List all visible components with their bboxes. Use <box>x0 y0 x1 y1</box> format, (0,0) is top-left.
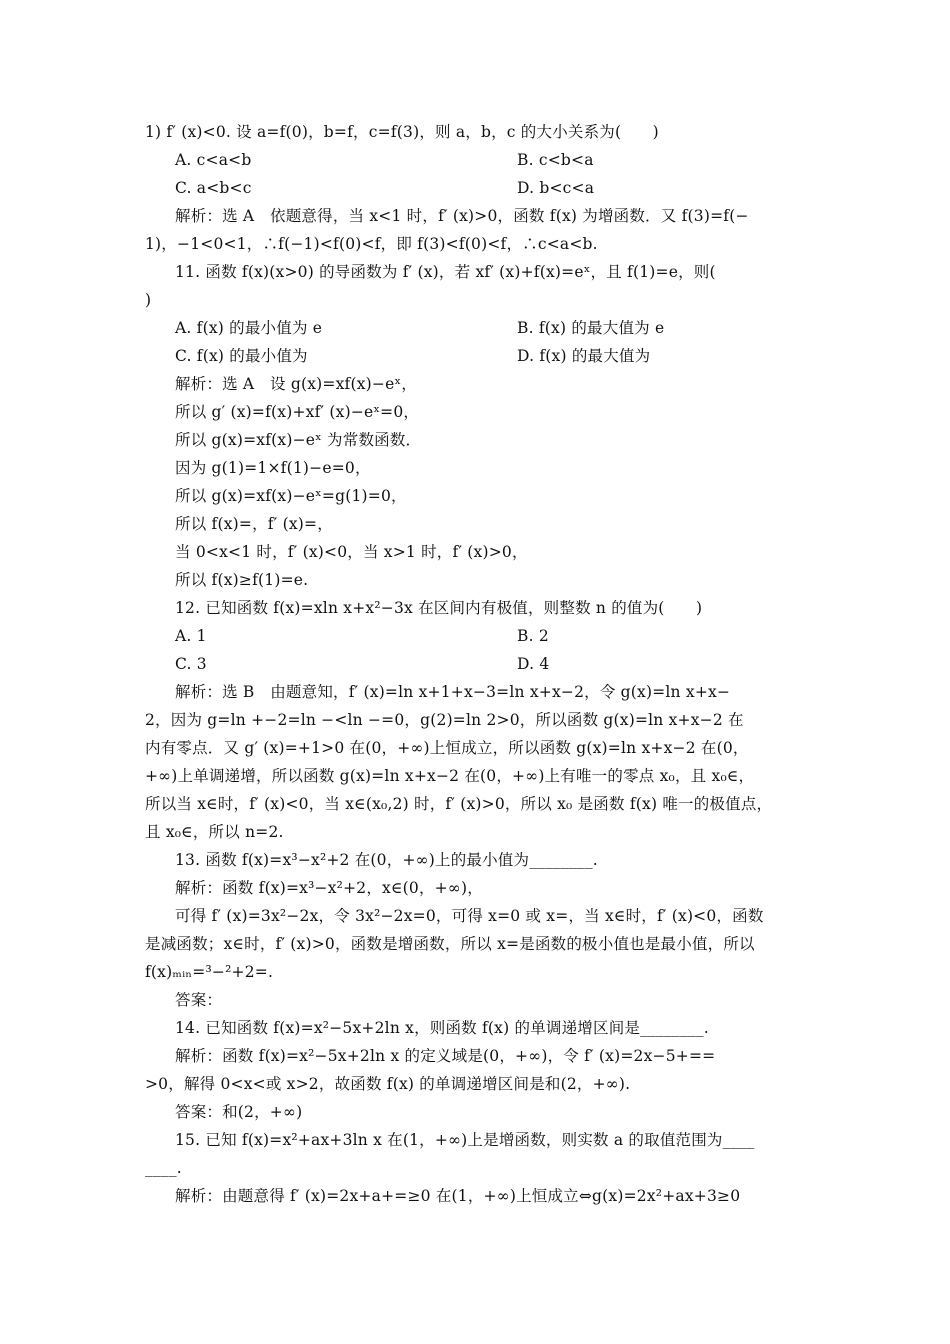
text-line: B. f(x) 的最大值为 e <box>517 319 665 337</box>
text-line: ____. <box>145 1159 182 1177</box>
text-line: 11. 函数 f(x)(x>0) 的导函数为 f′ (x)，若 xf′ (x)+f(x)=eˣ，且 f(1)=e，则( <box>175 263 716 281</box>
text-line: A. 1 <box>175 627 207 645</box>
text-line: 所以当 x∈时，f′ (x)<0，当 x∈(x₀,2) 时，f′ (x)>0，所以 x₀ 是函数 f(x) 唯一的极值点， <box>145 795 773 813</box>
text-line: >0，解得 0<x<或 x>2，故函数 f(x) 的单调递增区间是和(2，+∞). <box>145 1075 631 1093</box>
text-line: 答案：和(2，+∞) <box>175 1103 303 1121</box>
text-line: 1)，−1<0<1，∴f(−1)<f(0)<f，即 f(3)<f(0)<f，∴c<a<b. <box>145 235 598 253</box>
text-line: D. b<c<a <box>517 179 595 197</box>
text-line: +∞)上单调递增，所以函数 g(x)=ln x+x−2 在(0，+∞)上有唯一的零点 x₀，且 x₀∈， <box>145 767 755 785</box>
text-line: 解析：选 A 依题意得，当 x<1 时，f′ (x)>0，函数 f(x) 为增函数．又 f(3)=f(− <box>175 207 749 225</box>
text-line: A. f(x) 的最小值为 e <box>175 319 323 337</box>
text-line: 所以 f(x)=，f′ (x)=， <box>175 515 333 533</box>
text-line: B. c<b<a <box>517 151 594 169</box>
text-line: 因为 g(1)=1×f(1)−e=0， <box>175 459 371 477</box>
text-line: 所以 g(x)=xf(x)−eˣ 为常数函数． <box>175 431 422 449</box>
text-line: 解析：选 B 由题意知，f′ (x)=ln x+1+x−3=ln x+x−2，令 g(x)=ln x+x− <box>175 683 731 701</box>
text-line: A. c<a<b <box>175 151 252 169</box>
text-line: 解析：函数 f(x)=x³−x²+2，x∈(0，+∞)， <box>175 879 483 897</box>
text-line: 12. 已知函数 f(x)=xln x+x²−3x 在区间内有极值，则整数 n 的值为( ) <box>175 599 703 617</box>
text-line: 解析：选 A 设 g(x)=xf(x)−eˣ， <box>175 375 417 393</box>
text-line: 且 x₀∈，所以 n=2. <box>145 823 284 841</box>
text-line: 内有零点．又 g′ (x)=+1>0 在(0，+∞)上恒成立，所以函数 g(x)=ln x+x−2 在(0， <box>145 739 749 757</box>
text-line: ) <box>145 291 152 309</box>
text-line: 2，因为 g=ln +−2=ln −<ln −=0，g(2)=ln 2>0，所以函数 g(x)=ln x+x−2 在 <box>145 711 744 729</box>
text-line: 所以 g(x)=xf(x)−eˣ=g(1)=0， <box>175 487 407 505</box>
text-line: 解析：函数 f(x)=x²−5x+2ln x 的定义域是(0，+∞)，令 f′ (x)=2x−5+== <box>175 1047 716 1065</box>
text-line: 可得 f′ (x)=3x²−2x，令 3x²−2x=0，可得 x=0 或 x=，当 x∈时，f′ (x)<0，函数 <box>175 907 764 925</box>
text-line: C. f(x) 的最小值为 <box>175 347 308 365</box>
text-line: 所以 g′ (x)=f(x)+xf′ (x)−eˣ=0， <box>175 403 420 421</box>
text-line: 当 0<x<1 时，f′ (x)<0，当 x>1 时，f′ (x)>0， <box>175 543 528 561</box>
text-line: f(x)ₘᵢₙ=³−²+2=. <box>145 963 274 981</box>
text-line: 13. 函数 f(x)=x³−x²+2 在(0，+∞)上的最小值为________. <box>175 851 598 869</box>
text-line: 是减函数；x∈时，f′ (x)>0，函数是增函数，所以 x=是函数的极小值也是最小值，所以 <box>145 935 755 953</box>
text-line: 答案： <box>175 991 223 1009</box>
text-line: C. 3 <box>175 655 207 673</box>
text-line: 1) f′ (x)<0. 设 a=f(0)，b=f，c=f(3)，则 a，b，c 的大小关系为( ) <box>145 123 659 141</box>
text-line: 14. 已知函数 f(x)=x²−5x+2ln x，则函数 f(x) 的单调递增区间是________. <box>175 1019 709 1037</box>
text-line: D. f(x) 的最大值为 <box>517 347 651 365</box>
text-line: 15. 已知 f(x)=x²+ax+3ln x 在(1，+∞)上是增函数，则实数 a 的取值范围为____ <box>175 1131 755 1149</box>
text-line: 所以 f(x)≥f(1)=e. <box>175 571 309 589</box>
text-line: 解析：由题意得 f′ (x)=2x+a+=≥0 在(1，+∞)上恒成立⇔g(x)=2x²+ax+3≥0 <box>175 1187 741 1205</box>
text-line: B. 2 <box>517 627 549 645</box>
text-line: D. 4 <box>517 655 550 673</box>
text-line: C. a<b<c <box>175 179 252 197</box>
